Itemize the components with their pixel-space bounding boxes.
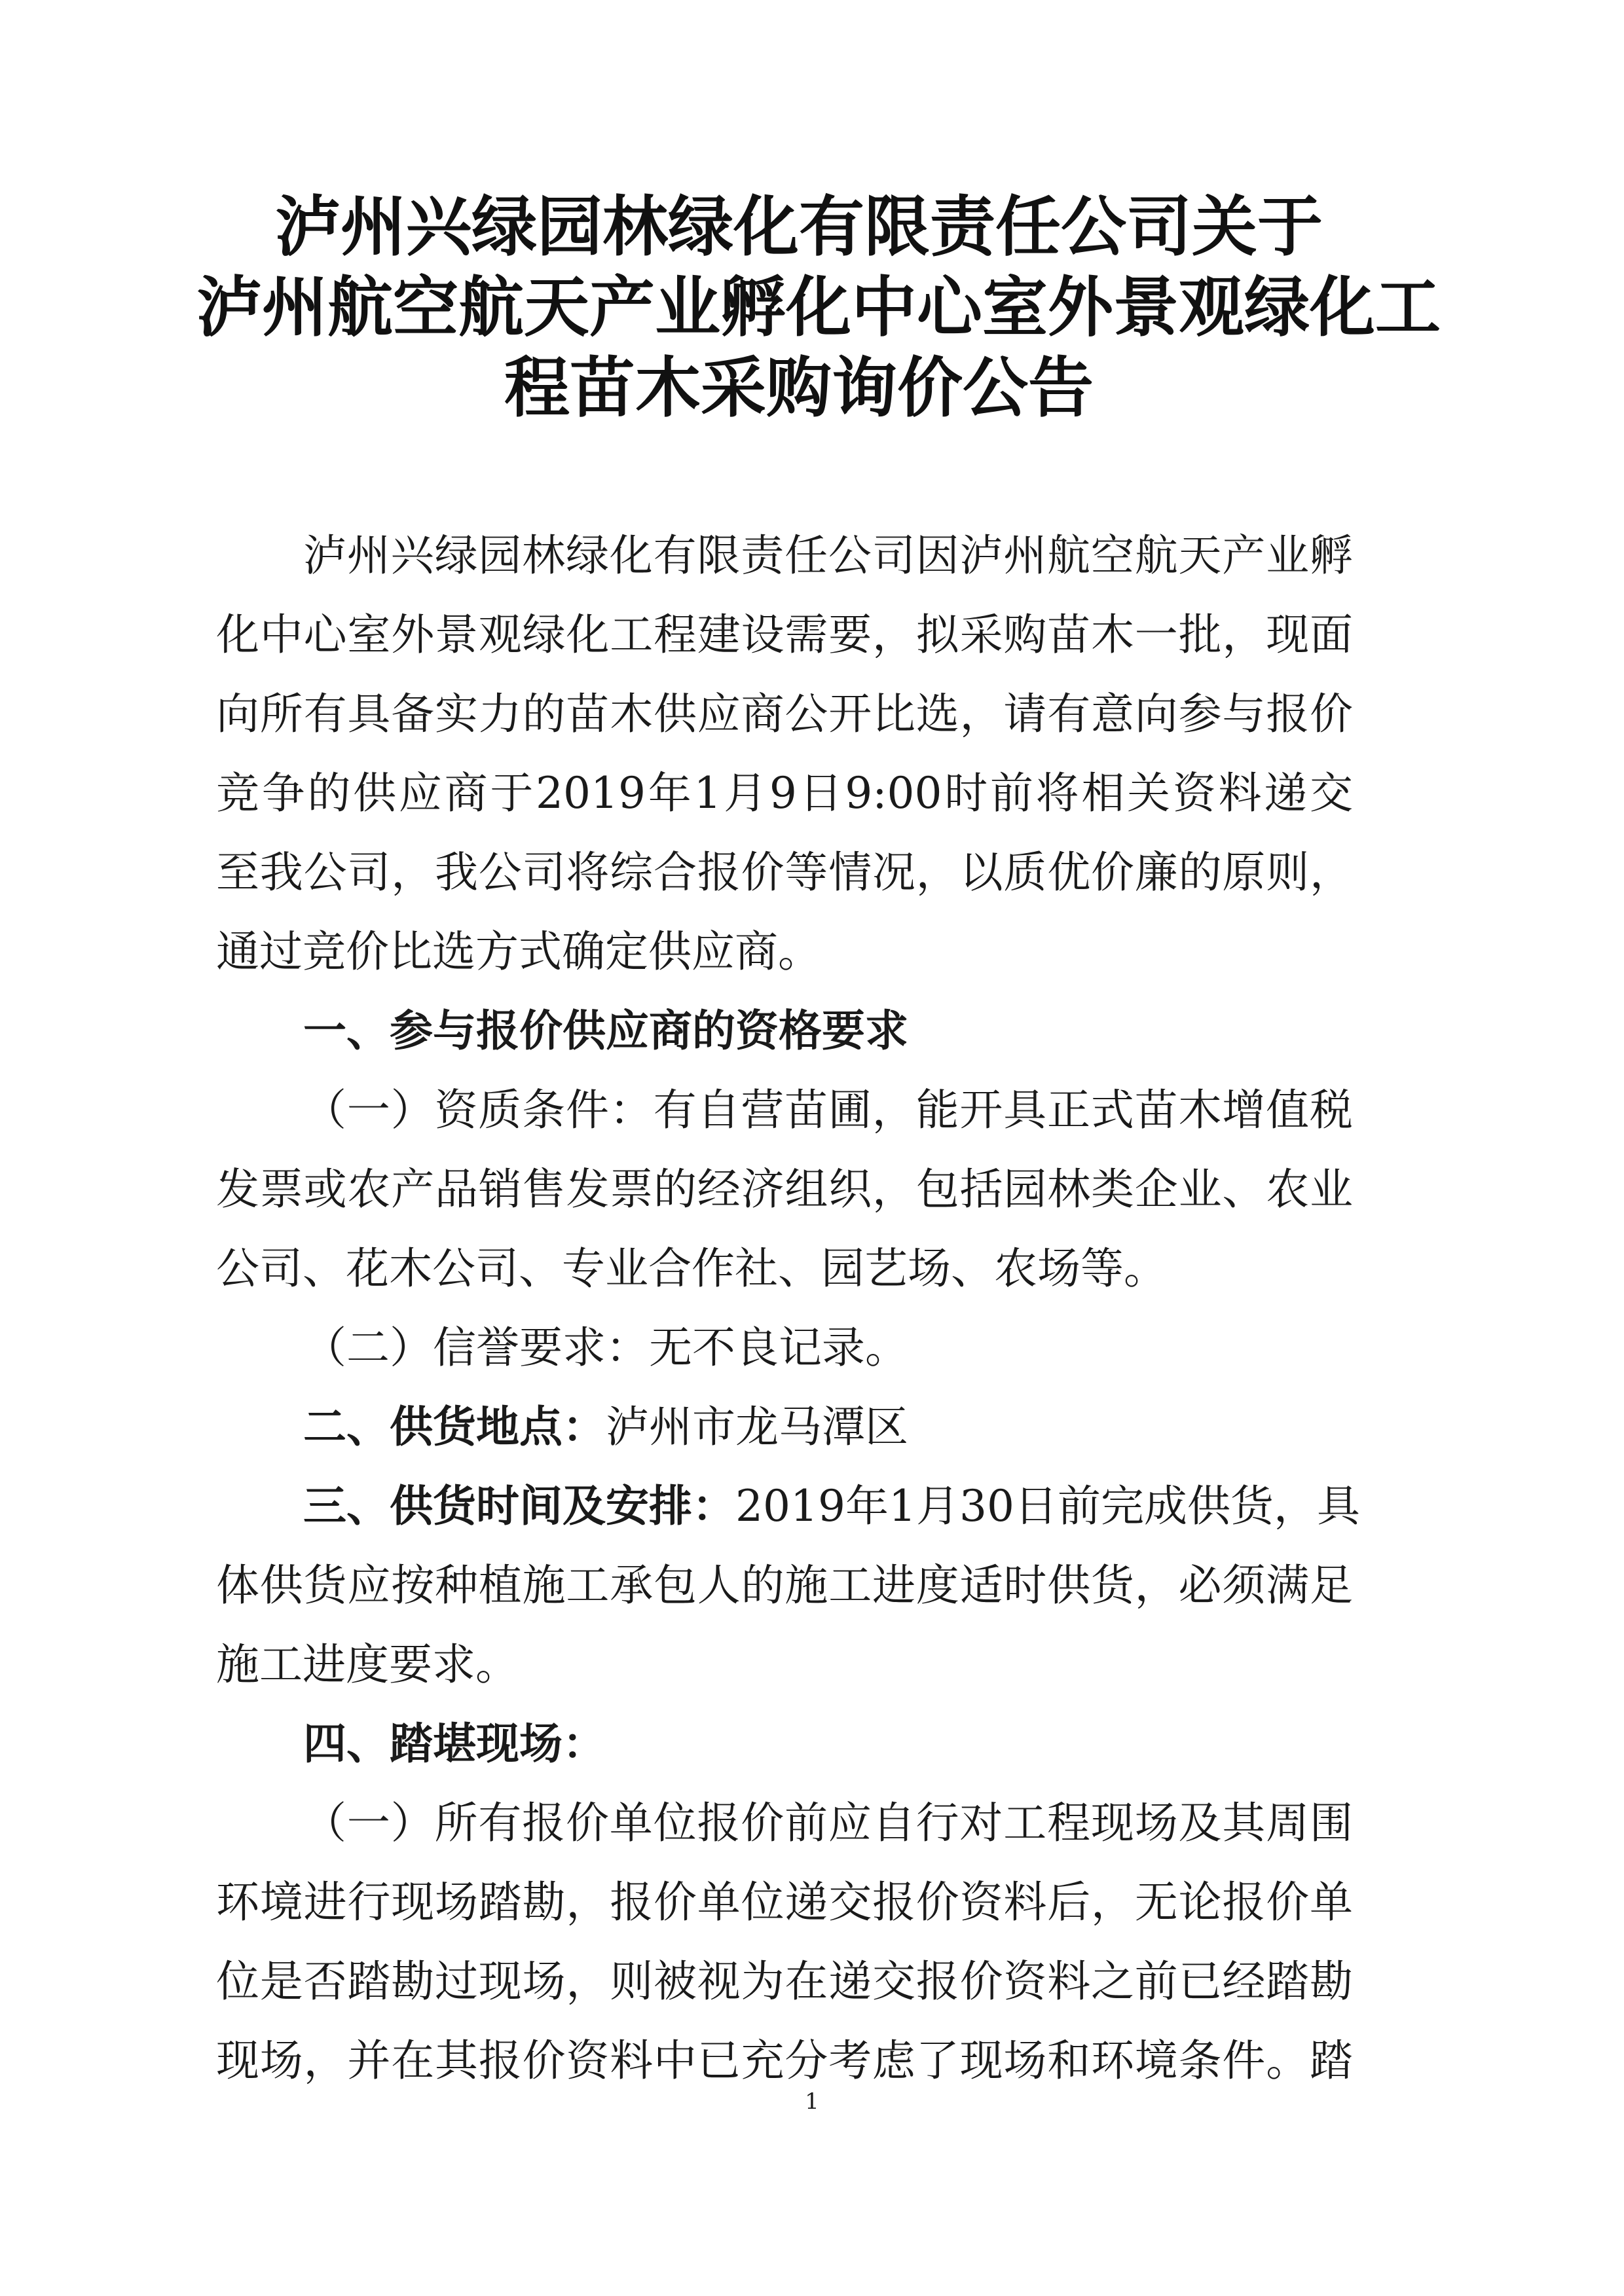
- section1-item1-line: （一）资质条件：有自营苗圃，能开具正式苗木增值税: [303, 1085, 1353, 1135]
- intro-line: 竞争的供应商于2019年1月9日9:00时前将相关资料递交: [216, 768, 1353, 818]
- document-title: [196, 187, 1441, 428]
- intro-line: 泸州兴绿园林绿化有限责任公司因泸州航空航天产业孵: [303, 530, 1353, 581]
- section2-text: 泸州市龙马潭区: [606, 1402, 908, 1452]
- section1-item1-line: 发票或农产品销售发票的经济组织，包括园林类企业、农业: [216, 1164, 1353, 1214]
- section1-item2: （二）信誉要求：无不良记录。: [303, 1322, 908, 1373]
- section3-heading: 三、供货时间及安排：: [303, 1480, 735, 1531]
- section4-item1-line: （一）所有报价单位报价前应自行对工程现场及其周围: [303, 1798, 1353, 1848]
- section3-line: 体供货应按种植施工承包人的施工进度适时供货，必须满足: [216, 1560, 1353, 1611]
- page-number: 1: [805, 2088, 819, 2115]
- intro-line: 通过竞价比选方式确定供应商。: [216, 926, 821, 977]
- section4-item1-line: 环境进行现场踏勘，报价单位递交报价资料后，无论报价单: [216, 1877, 1353, 1927]
- document-body: [216, 516, 1360, 2100]
- section1-item1-line: 公司、花木公司、专业合作社、园艺场、农场等。: [216, 1243, 1167, 1294]
- section1-heading: 一、参与报价供应商的资格要求: [303, 1005, 908, 1056]
- section2-heading: 二、供货地点：: [303, 1401, 606, 1452]
- intro-line: 向所有具备实力的苗木供应商公开比选，请有意向参与报价: [216, 689, 1353, 739]
- title-line: 程苗木采购询价公告: [504, 349, 1094, 426]
- intro-line: 至我公司，我公司将综合报价等情况，以质优价廉的原则，: [216, 847, 1353, 898]
- title-line: 泸州航空航天产业孵化中心室外景观绿化工: [196, 268, 1441, 346]
- section3-line: 施工进度要求。: [216, 1639, 519, 1690]
- title-line: 泸州兴绿园林绿化有限责任公司关于: [275, 188, 1323, 265]
- section4-item1-line: 现场，并在其报价资料中已充分考虑了现场和环境条件。踏: [216, 2035, 1353, 2086]
- section3-line: [216, 1467, 1360, 1546]
- section3-text: 2019年1月30日前完成供货，具: [735, 1481, 1360, 1531]
- section2: [216, 1387, 1353, 1467]
- intro-line: 化中心室外景观绿化工程建设需要，拟采购苗木一批，现面: [216, 610, 1353, 660]
- section4-heading: 四、踏堪现场：: [303, 1718, 606, 1769]
- section4-item1-line: 位是否踏勘过现场，则被视为在递交报价资料之前已经踏勘: [216, 1956, 1353, 2007]
